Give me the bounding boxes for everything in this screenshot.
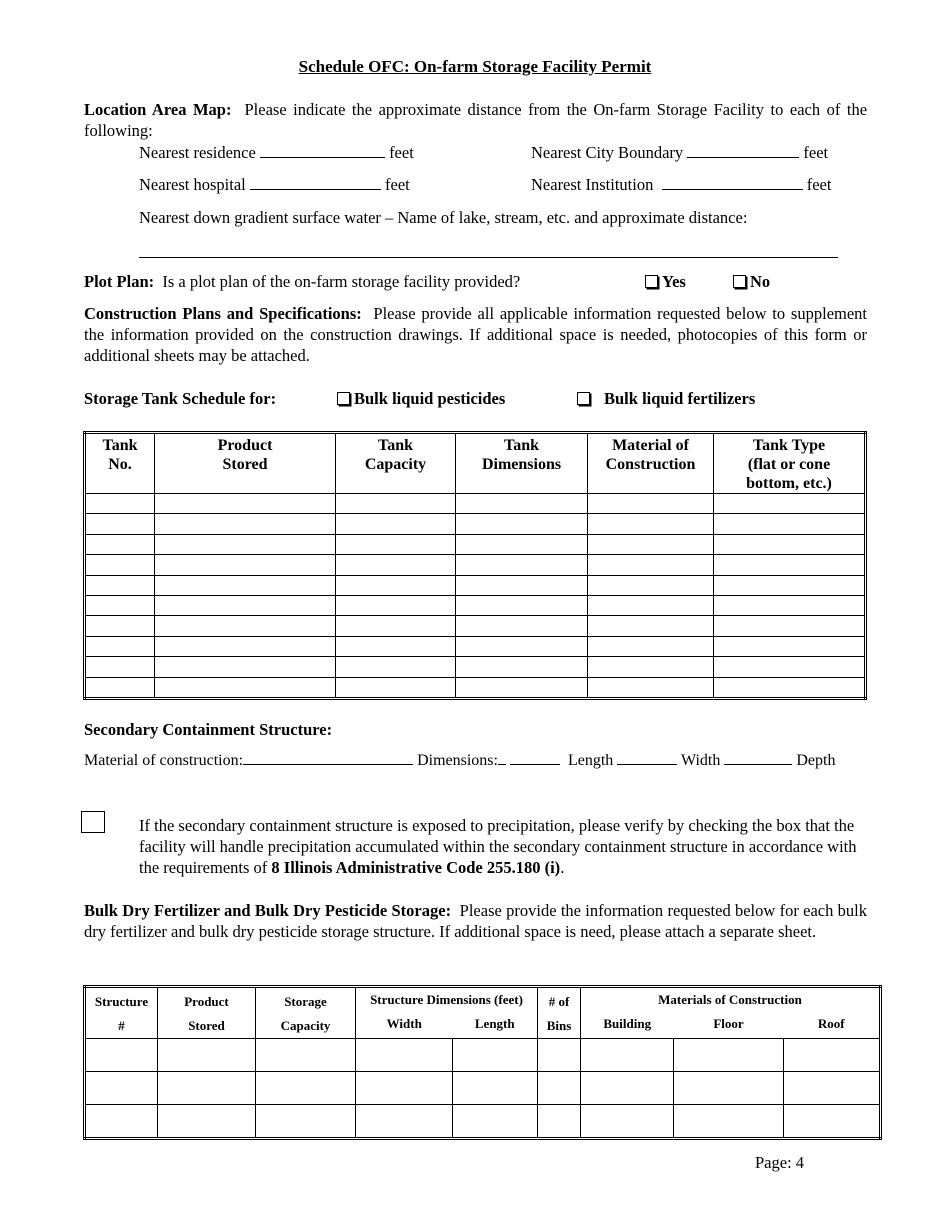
checkbox-icon[interactable] — [733, 275, 746, 288]
dimensions-field[interactable] — [498, 749, 506, 765]
nearest-hospital-field[interactable] — [250, 174, 381, 190]
precipitation-checkbox[interactable] — [81, 811, 105, 833]
bulk-liquid-fertilizers-option[interactable] — [577, 388, 755, 409]
plot-plan-question: Is a plot plan of the on-farm storage facility provided? — [162, 272, 521, 291]
surface-water-field[interactable] — [139, 257, 838, 258]
checkbox-icon[interactable] — [645, 275, 658, 288]
checkbox-icon[interactable] — [337, 392, 350, 405]
bulk-liquid-pesticides-label: Bulk liquid pesticides — [354, 389, 506, 408]
material-field[interactable] — [243, 749, 413, 765]
table-header-row — [85, 987, 881, 1012]
bulk-liquid-pesticides-option[interactable] — [337, 388, 505, 409]
unit: feet — [389, 143, 414, 162]
material-header: Material of Construction — [588, 433, 714, 494]
floor-header: Floor — [674, 1012, 784, 1039]
capacity-header: Storage Capacity — [256, 987, 356, 1039]
construction-label: Construction Plans and Specifications: — [84, 304, 362, 323]
bins-header: # of Bins — [538, 987, 581, 1039]
table-row[interactable] — [85, 657, 866, 677]
tank-no-header: Tank No. — [85, 433, 155, 494]
dry-storage-paragraph — [84, 900, 867, 942]
width-field[interactable] — [724, 749, 792, 765]
table-row[interactable] — [85, 534, 866, 554]
nearest-hospital-row — [139, 174, 410, 195]
length-header: Length — [453, 1012, 538, 1039]
unit: feet — [806, 175, 832, 194]
checkbox-icon[interactable] — [577, 392, 590, 405]
dry-storage-table — [83, 985, 882, 1140]
construction-text: Please provide all applicable information requested below to supplement the information provided on the construction drawings. If additional space is needed, photocopies of this form or additional sheets may be attached. — [84, 304, 868, 365]
product-stored-header: Product Stored — [155, 433, 336, 494]
table-row[interactable] — [85, 1105, 881, 1139]
table-row[interactable] — [85, 1039, 881, 1072]
width-header: Width — [356, 1012, 453, 1039]
dimensions-header: Structure Dimensions (feet) — [356, 987, 538, 1012]
code-reference: 8 Illinois Administrative Code 255.180 (i) — [271, 858, 561, 877]
nearest-residence-row — [139, 142, 414, 163]
no-label: No — [750, 272, 771, 291]
location-paragraph — [84, 99, 867, 141]
building-header: Building — [581, 1012, 674, 1039]
nearest-city-field[interactable] — [687, 142, 799, 158]
dimensions-field-2[interactable] — [510, 749, 560, 765]
dimensions-label: Dimensions: — [417, 752, 498, 769]
plot-plan-no[interactable] — [733, 271, 770, 292]
material-label: Material of construction: — [84, 752, 244, 769]
table-row[interactable] — [85, 575, 866, 595]
table-row[interactable] — [85, 595, 866, 615]
plot-plan-yes[interactable] — [645, 271, 686, 292]
period: . — [560, 858, 565, 877]
storage-tank-table — [83, 431, 867, 700]
nearest-city-row — [531, 142, 828, 163]
nearest-institution-label: Nearest Institution — [531, 175, 654, 194]
table-header-row — [85, 433, 866, 494]
plot-plan-label: Plot Plan: — [84, 272, 155, 291]
surface-water-label: Nearest down gradient surface water – Name of lake, stream, etc. and approximate distance: — [139, 208, 748, 227]
roof-header: Roof — [784, 1012, 881, 1039]
table-row[interactable] — [85, 494, 866, 514]
unit: feet — [803, 143, 829, 162]
secondary-dimensions-row — [84, 749, 874, 771]
unit: feet — [385, 175, 410, 194]
nearest-residence-field[interactable] — [260, 142, 385, 158]
tank-schedule-label: Storage Tank Schedule for: — [84, 389, 277, 408]
precipitation-paragraph — [139, 815, 867, 878]
product-header: Product Stored — [158, 987, 256, 1039]
page-number: Page: 4 — [755, 1153, 805, 1172]
table-row[interactable] — [85, 616, 866, 636]
secondary-heading: Secondary Containment Structure: — [84, 720, 333, 739]
table-row[interactable] — [85, 514, 866, 534]
tank-capacity-header: Tank Capacity — [336, 433, 456, 494]
materials-header: Materials of Construction — [581, 987, 881, 1012]
structure-header: Structure # — [85, 987, 158, 1039]
plot-plan-row — [84, 271, 520, 292]
nearest-hospital-label: Nearest hospital — [139, 175, 246, 194]
table-row[interactable] — [85, 1072, 881, 1105]
nearest-institution-row — [531, 174, 831, 195]
width-label: Width — [681, 752, 721, 769]
length-label: Length — [567, 752, 614, 769]
page-title: Schedule OFC: On-farm Storage Facility Permit — [298, 57, 652, 76]
tank-type-header: Tank Type (flat or cone bottom, etc.) — [714, 433, 866, 494]
dry-storage-label: Bulk Dry Fertilizer and Bulk Dry Pesticide Storage: — [84, 901, 452, 920]
construction-paragraph — [84, 303, 867, 366]
dry-storage-text: Please provide the information requested below for each bulk dry fertilizer and bulk dry pesticide storage structure. If additional space is need, please attach a separate sheet. — [84, 901, 867, 941]
bulk-liquid-fertilizers-label: Bulk liquid fertilizers — [604, 389, 756, 408]
table-row[interactable] — [85, 555, 866, 575]
table-row[interactable] — [85, 636, 866, 656]
location-text: Please indicate the approximate distance from the On-farm Storage Facility to each of the following: — [84, 100, 868, 140]
depth-label: Depth — [796, 752, 836, 769]
tank-dimensions-header: Tank Dimensions — [456, 433, 588, 494]
length-field[interactable] — [617, 749, 677, 765]
precipitation-text: If the secondary containment structure is exposed to precipitation, please verify by checking the box that the facility will handle precipitation accumulated within the secondary containment structure in accordance with the requirements of — [139, 816, 857, 877]
location-label: Location Area Map: — [84, 100, 232, 119]
table-row[interactable] — [85, 677, 866, 698]
nearest-residence-label: Nearest residence — [139, 143, 256, 162]
nearest-city-label: Nearest City Boundary — [531, 143, 684, 162]
yes-label: Yes — [662, 272, 686, 291]
nearest-institution-field[interactable] — [662, 174, 803, 190]
